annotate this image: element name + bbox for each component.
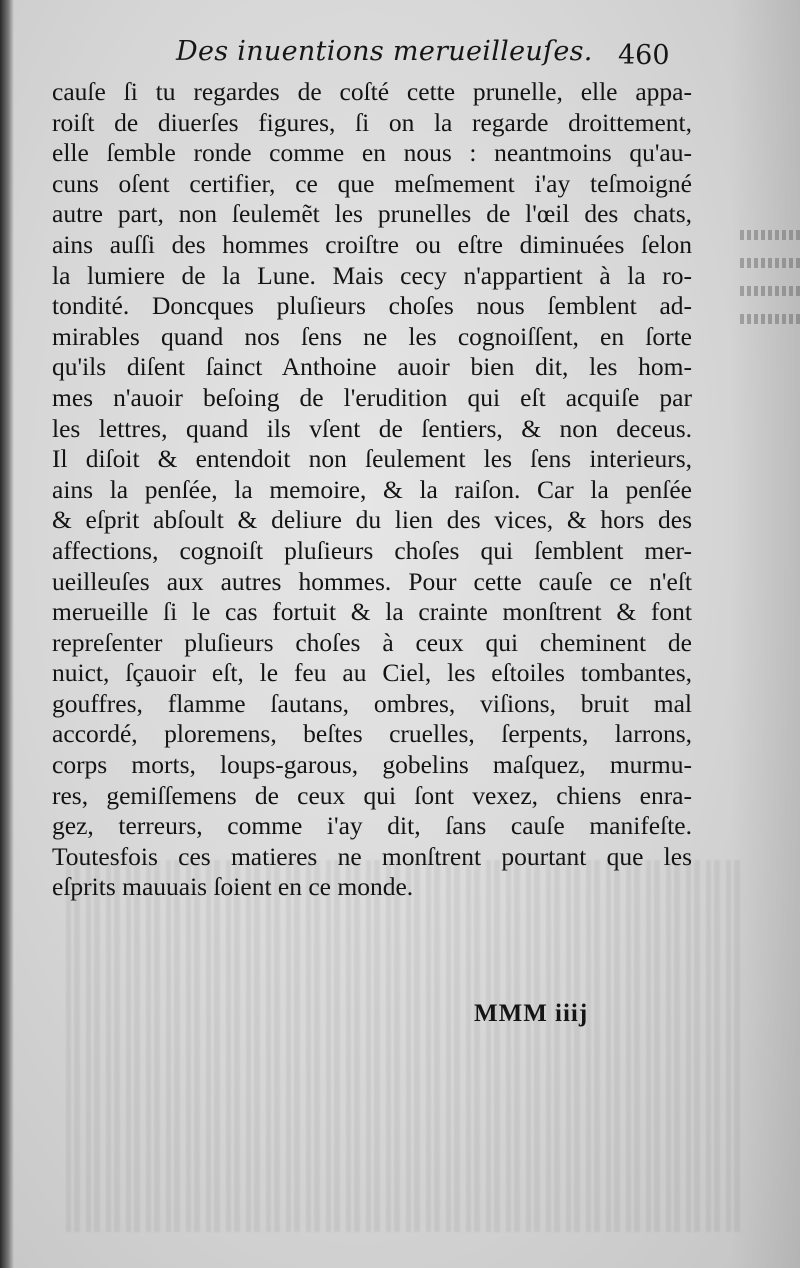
text-line: la lumiere de la Lune. Mais cecy n'appartient à la ro- xyxy=(52,260,692,290)
text-line: gouffres, flamme ſautans, ombres, viſions, bruit mal xyxy=(52,688,692,718)
text-line: tondité. Doncques pluſieurs choſes nous ſemblent ad- xyxy=(52,291,692,321)
signature-mark: MMM iiij xyxy=(474,1000,589,1027)
running-title: Des inuentions merueilleuſes. xyxy=(176,36,593,67)
text-line: mes n'auoir beſoing de l'erudition qui eſt acquiſe par xyxy=(52,382,692,412)
text-line: & eſprit abſoult & deliure du lien des vices, & hors des xyxy=(52,505,692,535)
text-line: roiſt de diuerſes figures, ſi on la regarde droittement, xyxy=(52,107,692,137)
text-line: merueille ſi le cas fortuit & la crainte monſtrent & font xyxy=(52,597,692,627)
text-line: elle ſemble ronde comme en nous : neantmoins qu'au- xyxy=(52,138,692,168)
show-through-bleed xyxy=(60,860,740,1260)
text-line: les lettres, quand ils vſent de ſentiers, & non deceus. xyxy=(52,413,692,443)
text-line: affections, cognoiſt pluſieurs choſes qui ſemblent mer- xyxy=(52,535,692,565)
text-line: ains auſſi des hommes croiſtre ou eſtre diminuées ſelon xyxy=(52,229,692,259)
text-line: ains la penſée, la memoire, & la raiſon. Car la penſée xyxy=(52,474,692,504)
text-line: ueilleuſes aux autres hommes. Pour cette cauſe ce n'eſt xyxy=(52,566,692,596)
text-line: qu'ils diſent ſainct Anthoine auoir bien dit, les hom- xyxy=(52,352,692,382)
text-line: mirables quand nos ſens ne les cognoiſſent, en ſorte xyxy=(52,321,692,351)
text-line: accordé, ploremens, beſtes cruelles, ſerpents, larrons, xyxy=(52,719,692,749)
text-line: Il diſoit & entendoit non ſeulement les ſens interieurs, xyxy=(52,444,692,474)
text-line: res, gemiſſemens de ceux qui ſont vexez, chiens enra- xyxy=(52,780,692,810)
text-line: eſprits mauuais ſoient en ce monde. xyxy=(52,872,414,902)
facing-page-margin-notes xyxy=(740,230,800,370)
body-text xyxy=(52,77,692,903)
text-line: repreſenter pluſieurs choſes à ceux qui cheminent de xyxy=(52,627,692,657)
text-line: cuns oſent certifier, ce que meſmement i'ay teſmoigné xyxy=(52,168,692,198)
text-line: corps morts, loups-garous, gobelins maſquez, murmu- xyxy=(52,750,692,780)
page-edge-shadow xyxy=(730,0,800,1268)
text-line: cauſe ſi tu regardes de coſté cette prunelle, elle appa- xyxy=(52,77,692,106)
text-line: autre part, non ſeulemẽt les prunelles de l'œil des chats, xyxy=(52,199,692,229)
binding-shadow xyxy=(0,0,14,1268)
text-line: gez, terreurs, comme i'ay dit, ſans cauſe manifeſte. xyxy=(52,811,692,841)
text-line: nuict, ſçauoir eſt, le feu au Ciel, les eſtoiles tombantes, xyxy=(52,658,692,688)
page-number: 460 xyxy=(618,40,670,71)
text-line: Toutesfois ces matieres ne monſtrent pourtant que les xyxy=(52,841,692,871)
